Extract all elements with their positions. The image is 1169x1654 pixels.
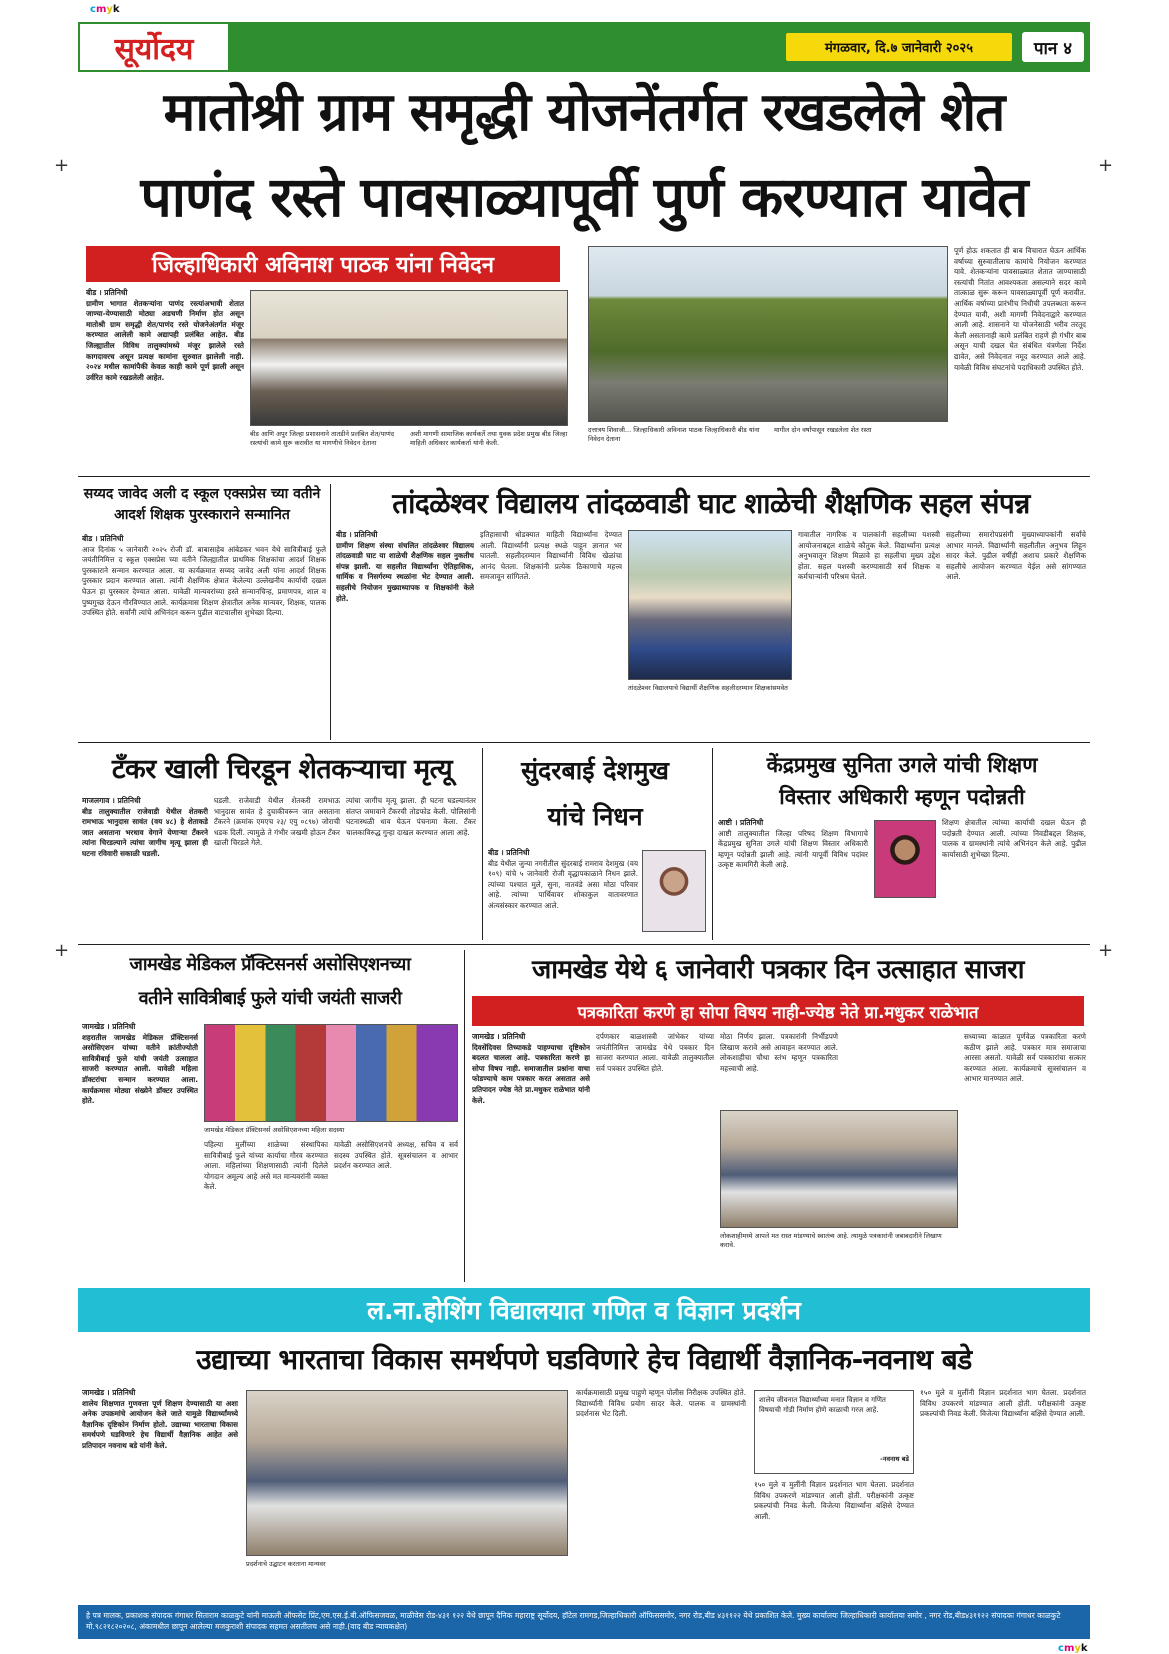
- story9-body-col3: कार्यक्रमासाठी प्रमुख पाहुणे म्हणून पोलीस निरीक्षक उपस्थित होते. विद्यार्थ्यांनी विविध प्रयोग सादर केले. पालक व ग्रामस्थांनी प्रदर्शनास भेट दिली.: [576, 1388, 746, 1419]
- story1-photo-memorandum: [250, 290, 568, 426]
- story1-photo2-caption: दत्तात्रय शिवाजी... जिल्हाधिकारी अविनाश पाठक जिल्हाधिकारी बीड यांना निवेदन देताना: [588, 426, 760, 443]
- story1-dateline: बीड । प्रतिनिधी: [86, 288, 128, 297]
- story1-body-text-1: ग्रामीण भागात शेतकऱ्यांना पाणंद रस्त्यांअभावी शेतात जाण्या-येण्यासाठी मोठ्या अडचणी निर्माण होत असून मातोश्री ग्राम समृद्धी शेत/पाणंद रस्ते योजनेअंतर्गत मंजूर करण्यात आलेली कामे अद्यापही प्रलंबित आहेत. बीड जिल्ह्यातील विविध तालुक्यांमध्ये मंजूर झालेले रस्ते कागदावरच असून प्रत्यक्ष कामांना सुरुवात झालेली नाही. २०२४ मधील कामांपैकी केवळ काही कामे पूर्ण झाली असून उर्वरित कामे रखडलेली आहेत.: [86, 298, 244, 382]
- color-registration-top: cmyk: [90, 4, 120, 15]
- divider: [78, 742, 1090, 743]
- story8-dateline: जामखेड । प्रतिनिधी: [472, 1032, 526, 1041]
- story9-quote: शालेय जीवनात विद्यार्थ्यांच्या मनात विज्ञान व गणित विषयाची गोडी निर्माण होणे काळाची गरज आहे.: [759, 1396, 886, 1414]
- color-registration-bottom: cmyk: [1058, 1643, 1088, 1654]
- footer-imprint: हे पत्र मालक, प्रकाशक संपादक गंगाधर सिताराम काळकुटे यांनी माऊली ऑफसेट प्रिंट,एम.एस.ई.बी.ऑफिसजवळ, माळीवेस रोड-४३१ १२२ येथे छापून दैनिक महाराष्ट्र सूर्योदय, हॉटेल रामगड,जिल्हाधिकारी ऑफिससमोर, नगर रोड,बीड ४३११२२ येथे प्रकाशित केले. मुख्य कार्यालयः जिल्हाधिकारी कार्यालया समोर , नगर रोड,बीड४३११२२ संपादकः गंगाधर काळकुटे मो.९८२१८२०२०८, अंकामधील छापून आलेल्या मजकुराशी संपादक सहमत असतीलच असे नाही.(वाद बीड न्यायकक्षेत): [78, 1605, 1090, 1639]
- story6-body-text-1: आष्टी तालुक्यातील जिल्हा परिषद शिक्षण विभागाचे केंद्रप्रमुख सुनिता उगले यांची शिक्षण विस्तार अधिकारी म्हणून पदोन्नती झाली आहे. त्यांनी यापूर्वी विविध पदांवर उत्कृष्ट कामगिरी केली आहे.: [718, 828, 868, 870]
- story3-headline: तांदळेश्वर विद्यालय तांदळवाडी घाट शाळेची शैक्षणिक सहल संपन्न: [392, 487, 1030, 520]
- story7-headline-line2: वतीने सावित्रीबाई फुले यांची जयंती साजरी: [138, 988, 402, 1009]
- story2-dateline: बीड । प्रतिनिधी: [82, 534, 124, 543]
- story9-body-text-1: शालेय शिक्षणात गुणवत्ता पूर्ण शिक्षण देण्यासाठी या अशा अनेक उपक्रमांचे आयोजन केले जाते यामुळे विद्यार्थ्यांमध्ये वैज्ञानिक दृष्टिकोन निर्माण होतो. उद्याच्या भारताचा विकास समर्थपणे घडविणारे हेच विद्यार्थी वैज्ञानिक आहेत असे प्रतिपादन नवनाथ बडे यांनी केले.: [82, 1398, 238, 1450]
- issue-date: मंगळवार, दि.७ जानेवारी २०२५: [786, 33, 1012, 61]
- story1-photo1-caption-2: अशी मागणी सामाजिक कार्यकर्ते तथा युवक प्रदेश प्रमुख बीड जिल्हा माहिती अधिकार कार्यकर्ता यांनी केली.: [410, 430, 568, 447]
- story1-photo1-caption: बीड आणि अपुर जिल्हा प्रशासनाने तातडीने प्रलंबित शेत/पाणंद रस्त्यांची कामे सुरू करावीत या मागणीचे निवेदन देताना: [250, 430, 395, 447]
- story8-body-text-1: दिवसेंदिवस तिच्याकडे पाहण्याचा दृष्टिकोन बदलत चालला आहे. पत्रकारिता करणे हा सोपा विषय नाही. समाजातील प्रश्नांना वाचा फोडण्याचे काम पत्रकार करत असतात असे प्रतिपादन ज्येष्ठ नेते प्रा.मधुकर राळेभात यांनी केले.: [472, 1042, 590, 1105]
- story1-photo2-caption-2: मागील दोन वर्षांपासून रखडलेला शेत रस्ता: [774, 426, 872, 434]
- story4-body-col3: त्यांचा जागीच मृत्यू झाला. ही घटना घडल्यानंतर संतप्त जमावाने टँकरची तोडफोड केली. पोलिसांनी घटनास्थळी धाव घेऊन पंचनामा केला. टँकर चालकाविरुद्ध गुन्हा दाखल करण्यात आला आहे.: [346, 796, 476, 837]
- story9-body-col1: [82, 1388, 238, 1598]
- story1-body-col5: पूर्ण होऊ शकतात ही बाब विचारात घेऊन आर्थिक वर्षाच्या सुरुवातीलाच कामांचे नियोजन करण्यात यावे. शेतकऱ्यांना पावसाळ्यात शेतात जाण्यासाठी रस्त्यांची नितांत आवश्यकता असल्याने सदर कामे तात्काळ सुरू करून पावसाळ्यापूर्वी पूर्ण करावीत. आर्थिक वर्षाच्या प्रारंभीच निधीची उपलब्धता करून देण्यात यावी, अशी मागणी निवेदनाद्वारे करण्यात आली आहे. शासनाने या योजनेसाठी भरीव तरतूद केली असतानाही कामे प्रलंबित राहणे ही गंभीर बाब असून याची दखल घेत संबंधित यंत्रणेला निर्देश द्यावेत, असे निवेदनात नमूद करण्यात आले आहे. यावेळी विविध संघटनांचे पदाधिकारी उपस्थित होते.: [954, 246, 1086, 372]
- story4-body-col1: [82, 796, 208, 936]
- story8-body-col3: मोठा निर्णय झाला. पत्रकारांनी निर्भीडपणे लिखाण करावे असे आवाहन करण्यात आले. लोकशाहीचा चौथा स्तंभ म्हणून पत्रकारिता महत्त्वाची आहे.: [720, 1032, 838, 1073]
- divider: [464, 950, 465, 1282]
- story4-body-text-1: बीड तालुक्यातील राजेवाडी येथील शेतकरी रामभाऊ भानुदास सावंत (वय ४८) हे शेताकडे जात असताना भरधाव वेगाने येणाऱ्या टँकरने त्यांना चिरडल्याने त्यांचा जागीच मृत्यू झाला ही घटना रविवारी सकाळी घडली.: [82, 806, 208, 858]
- story9-dateline: जामखेड । प्रतिनिधी: [82, 1388, 136, 1397]
- registration-mark-right: +: [1098, 155, 1114, 176]
- story4-headline: टँकर खाली चिरडून शेतकऱ्याचा मृत्यू: [111, 754, 453, 785]
- story5-body-text: बीड येथील जुन्या नगरीतील सुंदरबाई रामराव देशमुख (वय १०९) यांचे ५ जानेवारी रोजी वृद्धापकाळाने निधन झाले. त्यांच्या पश्चात मुले, सुना, नातवंडे असा मोठा परिवार आहे. त्यांच्या पार्थिवावर शोकाकुल वातावरणात अंत्यसंस्कार करण्यात आले.: [488, 858, 638, 910]
- story3-body-col4: गावातील नागरिक व पालकांनी सहलीच्या यशस्वी आयोजनाबद्दल शाळेचे कौतुक केले. विद्यार्थ्यांना प्रत्यक्ष अनुभवातून शिक्षण मिळावे हा सहलीचा मुख्य उद्देश होता. सहल यशस्वी करण्यासाठी सर्व शिक्षक व कर्मचाऱ्यांनी परिश्रम घेतले.: [798, 530, 940, 582]
- story8-photo-event: [720, 1110, 958, 1228]
- story9-photo-caption: प्रदर्शनाचे उद्घाटन करताना मान्यवर: [246, 1560, 326, 1568]
- story8-photo-caption: लोकशाहीमध्ये आपले मत रास्त मांडण्याचे स्वातंत्र्य आहे. त्यामुळे पत्रकारांनी जबाबदारीने लिखाण करावे.: [720, 1232, 942, 1249]
- story5-headline-line1: सुंदरबाई देशमुख: [521, 756, 669, 785]
- story9-body-col5: १५० मुले व मुलींनी विज्ञान प्रदर्शनात भाग घेतला. प्रदर्शनात विविध उपकरणे मांडण्यात आली होती. परीक्षकांनी उत्कृष्ट प्रकल्पांची निवड केली. विजेत्या विद्यार्थ्यांना बक्षिसे देण्यात आली.: [920, 1388, 1086, 1419]
- story2-headline: सय्यद जावेद अली द स्कूल एक्सप्रेस च्या वतीने आदर्श शिक्षक पुरस्काराने सन्मानित: [83, 486, 321, 523]
- story2-body: [82, 534, 326, 736]
- story3-dateline: बीड । प्रतिनिधी: [336, 530, 378, 539]
- page-number: पान ४: [1022, 32, 1084, 62]
- divider: [78, 476, 1090, 477]
- story7-photo-group: [204, 1024, 458, 1122]
- story4-dateline: माजलगाव । प्रतिनिधी: [82, 796, 141, 805]
- divider: [78, 944, 1090, 945]
- story5-dateline: बीड । प्रतिनिधी: [488, 848, 530, 857]
- story6-dateline: आष्टी । प्रतिनिधी: [718, 818, 764, 827]
- story1-headline-line2: पाणंद रस्ते पावसाळ्यापूर्वी पुर्ण करण्यात यावेत: [140, 165, 1028, 229]
- registration-mark-left: +: [54, 155, 70, 176]
- story9-banner: ल.ना.होशिंग विद्यालयात गणित व विज्ञान प्रदर्शन: [78, 1288, 1090, 1332]
- story9-quote-author: -नवनाथ बडे: [880, 1455, 909, 1463]
- story3-body-col1: [336, 530, 474, 738]
- story3-body-text-1: ग्रामीण शिक्षण संस्था संचलित तांदळेश्वर विद्यालय तांदळवाडी घाट या शाळेची शैक्षणिक सहल नुकतीच संपन्न झाली. या सहलीत विद्यार्थ्यांना ऐतिहासिक, धार्मिक व निसर्गरम्य स्थळांना भेट देण्यात आली. सहलीचे नियोजन मुख्याध्यापक व शिक्षकांनी केले होते.: [336, 540, 474, 603]
- story3-photo-group: [628, 530, 792, 680]
- newspaper-logo: सूर्योदय: [78, 22, 230, 72]
- story7-body-text-1: शहरातील जामखेड मेडिकल प्रॅक्टिसनर्स असोसिएशन यांच्या वतीने क्रांतीज्योती सावित्रीबाई फुले यांची जयंती उत्साहात साजरी करण्यात आली. यावेळी महिला डॉक्टरांचा सन्मान करण्यात आला. कार्यक्रमास मोठ्या संख्येने डॉक्टर उपस्थित होते.: [82, 1032, 198, 1106]
- story6-headline-line1: केंद्रप्रमुख सुनिता उगले यांची शिक्षण: [766, 753, 1038, 777]
- story3-photo-caption: तांदळेश्वर विद्यालयाचे विद्यार्थी शैक्षणिक सहलीदरम्यान शिक्षकांसमवेत: [628, 684, 788, 692]
- story5-body: [488, 848, 638, 938]
- story6-body-col1: [718, 818, 868, 938]
- story9-body-col4: १५० मुले व मुलींनी विज्ञान प्रदर्शनात भाग घेतला. प्रदर्शनात विविध उपकरणे मांडण्यात आली होती. परीक्षकांनी उत्कृष्ट प्रकल्पांची निवड केली. विजेत्या विद्यार्थ्यांना बक्षिसे देण्यात आली.: [754, 1480, 914, 1521]
- story1-body-col1: [86, 288, 244, 468]
- story9-photo-exhibition: [246, 1390, 568, 1556]
- story6-body-col2: शिक्षण क्षेत्रातील त्यांच्या कार्याची दखल घेऊन ही पदोन्नती देण्यात आली. त्यांच्या निवडीबद्दल शिक्षक, पालक व ग्रामस्थांनी त्यांचे अभिनंदन केले आहे. पुढील कार्यासाठी शुभेच्छा दिल्या.: [942, 818, 1086, 859]
- story8-body-col1: [472, 1032, 590, 1280]
- story8-body-col2: दर्पणकार बाळशास्त्री जांभेकर यांच्या जयंतीनिमित्त जामखेड येथे पत्रकार दिन साजरा करण्यात आला. यावेळी तालुक्यातील सर्व पत्रकार उपस्थित होते.: [596, 1032, 714, 1073]
- story5-portrait-photo: [642, 850, 706, 932]
- story5-headline-line2: यांचे निधन: [547, 802, 643, 831]
- divider: [712, 748, 713, 940]
- registration-mark-right-2: +: [1098, 940, 1114, 961]
- story1-headline-line1: मातोश्री ग्राम समृद्धी योजनेंतर्गत रखडलेले शेत: [163, 82, 1005, 143]
- story7-body-col3: यावेळी असोसिएशनचे अध्यक्ष, सचिव व सर्व सदस्य उपस्थित होते. सूत्रसंचालन व आभार प्रदर्शन करण्यात आले.: [334, 1140, 458, 1171]
- divider: [482, 748, 483, 940]
- story8-headline: जामखेड येथे ६ जानेवारी पत्रकार दिन उत्साहात साजरा: [531, 955, 1025, 985]
- story6-portrait-photo: [874, 820, 936, 898]
- registration-mark-left-2: +: [54, 940, 70, 961]
- story7-headline-line1: जामखेड मेडिकल प्रॅक्टिसनर्स असोसिएशनच्या: [129, 954, 411, 975]
- story1-photo-field-road: [588, 246, 948, 422]
- story4-body-col2: घडली. राजेवाडी येथील शेतकरी रामभाऊ भानुदास सावंत हे दुचाकीवरून जात असताना टँकरने (क्रमांक एमएच २३/ एयु ०८९७) जोराची धडक दिली. त्यामुळे ते गंभीर जखमी होऊन टँकर खाली चिरडले गेले.: [214, 796, 340, 848]
- story7-photo-caption: जामखेड मेडिकल प्रॅक्टिसनर्स असोसिएशनच्या महिला सदस्या: [204, 1126, 345, 1134]
- story3-body-col5: सहलीच्या समारोपप्रसंगी मुख्याध्यापकांनी सर्वांचे आभार मानले. विद्यार्थ्यांनी सहलीतील अनुभव लिहून सादर केले. पुढील वर्षीही अशाच प्रकारे शैक्षणिक सहलीचे आयोजन करण्यात येईल असे सांगण्यात आले.: [946, 530, 1086, 582]
- story2-body-text: आज दिनांक ५ जानेवारी २०२५ रोजी डॉ. बाबासाहेब आंबेडकर भवन येथे सावित्रीबाई फुले जयंतीनिमित्त द स्कूल एक्सप्रेस च्या वतीने जिल्ह्यातील प्राथमिक शिक्षकांचा आदर्श शिक्षक पुरस्काराने सन्मान करण्यात आला. या कार्यक्रमात सय्यद जावेद अली यांना आदर्श शिक्षक पुरस्कार प्रदान करण्यात आला. त्यांनी शैक्षणिक क्षेत्रात केलेल्या उल्लेखनीय कार्याची दखल घेऊन हा पुरस्कार देण्यात आला. यावेळी मान्यवरांच्या हस्ते सन्मानचिन्ह, प्रमाणपत्र, शाल व पुष्पगुच्छ देऊन गौरविण्यात आले. कार्यक्रमास शिक्षण क्षेत्रातील अनेक मान्यवर, शिक्षक, पालक उपस्थित होते. सर्वांनी त्यांचे अभिनंदन करून पुढील वाटचालीस शुभेच्छा दिल्या.: [82, 544, 326, 618]
- story7-body-col2: पहिल्या मुलींच्या शाळेच्या संस्थापिका सावित्रीबाई फुले यांच्या कार्याचा गौरव करण्यात आला. महिलांच्या शिक्षणासाठी त्यांनी दिलेले योगदान अमूल्य आहे असे मत मान्यवरांनी व्यक्त केले.: [204, 1140, 328, 1192]
- divider: [330, 484, 331, 740]
- story9-headline: उद्याच्या भारताचा विकास समर्थपणे घडविणारे हेच विद्यार्थी वैज्ञानिक-नवनाथ बडे: [196, 1343, 972, 1376]
- story9-quote-box: [754, 1390, 914, 1474]
- story8-body-col5: सध्याच्या काळात पूर्णवेळ पत्रकारिता करणे कठीण झाले आहे. पत्रकार मात्र समाजाचा आरसा असतो. यावेळी सर्व पत्रकारांचा सत्कार करण्यात आला. कार्यक्रमाचे सूत्रसंचालन व आभार मानण्यात आले.: [964, 1032, 1086, 1084]
- story7-dateline: जामखेड । प्रतिनिधी: [82, 1022, 136, 1031]
- story8-subhead: पत्रकारिता करणे हा सोपा विषय नाही-ज्येष्ठ नेते प्रा.मधुकर राळेभात: [472, 996, 1084, 1026]
- story6-headline-line2: विस्तार अधिकारी म्हणून पदोन्नती: [779, 785, 1025, 809]
- story1-subhead: जिल्हाधिकारी अविनाश पाठक यांना निवेदन: [86, 246, 560, 282]
- story7-body-col1: [82, 1022, 198, 1280]
- story3-body-col2: इतिहासाची थोडक्यात माहिती विद्यार्थ्यांना देण्यात आली. विद्यार्थ्यांनी प्रत्यक्ष स्थळे पाहून ज्ञानात भर घातली. सहलीदरम्यान विद्यार्थ्यांनी विविध खेळांचा आनंद घेतला. शिक्षकांनी प्रत्येक ठिकाणाचे महत्त्व समजावून सांगितले.: [480, 530, 622, 582]
